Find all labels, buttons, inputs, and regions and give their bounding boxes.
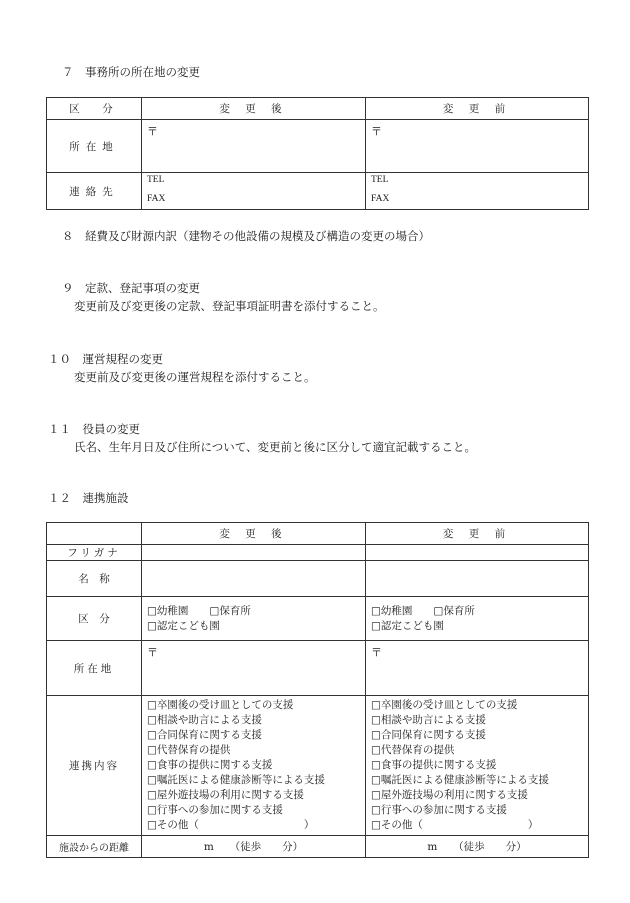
postal-mark: 〒 [371,646,382,659]
contact-after-cell[interactable] [142,173,366,210]
section-12-heading: １２ 連携施設 [48,491,129,505]
cooperation-item[interactable]: □卒園後の受け皿としての支援 [147,699,294,711]
location-label: 所在地 [47,120,142,173]
section-10-heading: １０ 運営規程の変更 [48,352,163,366]
cooperation-label: 連携内容 [47,696,142,836]
cooperation-item[interactable]: □行事への参加に関する支援 [371,804,507,816]
distance-label: 施設からの距離 [47,836,142,858]
name-after-cell[interactable] [142,561,366,597]
office-location-table [46,97,589,210]
contact-before-cell[interactable] [366,173,589,210]
category-after-cell[interactable] [142,597,366,641]
category-option-line-1[interactable]: □幼稚園 □保育所 [371,604,475,617]
cooperation-item[interactable]: □屋外遊技場の利用に関する支援 [147,789,304,801]
section-8-heading: ８ 経費及び財源内訳（建物その他設備の規模及び構造の変更の場合） [62,229,430,243]
cooperation-before-cell[interactable] [366,696,589,836]
section-7-heading: ７ 事務所の所在地の変更 [62,65,200,79]
furigana-label: フリガナ [47,545,142,561]
tel-label: TEL [147,175,165,185]
header-before: 変 更 前 [366,523,589,545]
header-before: 変 更 前 [366,98,589,120]
furigana-after-cell[interactable] [142,545,366,561]
cooperation-item[interactable]: □合同保育に関する支援 [147,729,262,741]
distance-before-cell[interactable]: m （徒歩 分） [366,836,589,858]
header-after: 変 更 後 [142,98,366,120]
category-label: 区 分 [47,597,142,641]
cooperation-item[interactable]: □嘱託医による健康診断等による支援 [371,774,549,786]
category-before-cell[interactable] [366,597,589,641]
location-before-cell[interactable] [366,641,589,696]
header-blank [47,523,142,545]
contact-label: 連絡先 [47,173,142,210]
cooperation-item[interactable]: □食事の提供に関する支援 [371,759,497,771]
furigana-before-cell[interactable] [366,545,589,561]
section-11-body: 氏名、生年月日及び住所について、変更前と後に区分して適宜記載すること。 [74,440,477,454]
postal-mark: 〒 [147,125,158,138]
fax-label: FAX [147,194,166,204]
cooperation-item[interactable]: □嘱託医による健康診断等による支援 [147,774,325,786]
cooperation-item[interactable]: □行事への参加に関する支援 [147,804,283,816]
section-9-body: 変更前及び変更後の定款、登記事項証明書を添付すること。 [74,299,385,313]
fax-label: FAX [371,194,390,204]
location-after-cell[interactable] [142,641,366,696]
section-10-body: 変更前及び変更後の運営規程を添付すること。 [74,370,316,384]
postal-mark: 〒 [371,125,382,138]
tel-label: TEL [371,175,389,185]
location-label: 所在地 [47,641,142,696]
partner-facility-table [46,522,589,858]
location-before-cell[interactable] [366,120,589,173]
cooperation-item[interactable]: □卒園後の受け皿としての支援 [371,699,518,711]
name-label: 名 称 [47,561,142,597]
section-9-heading: ９ 定款、登記事項の変更 [62,281,200,295]
postal-mark: 〒 [147,646,158,659]
category-option-line-1[interactable]: □幼稚園 □保育所 [147,604,251,617]
cooperation-item[interactable]: □相談や助言による支援 [147,714,262,726]
cooperation-item[interactable]: □代替保育の提供 [371,744,455,756]
cooperation-item[interactable]: □相談や助言による支援 [371,714,486,726]
cooperation-item[interactable]: □合同保育に関する支援 [371,729,486,741]
cooperation-item-other[interactable]: □その他（ ） [147,819,315,831]
distance-after-cell[interactable]: m （徒歩 分） [142,836,366,858]
cooperation-item[interactable]: □代替保育の提供 [147,744,231,756]
header-category: 区 分 [47,98,142,120]
section-11-heading: １１ 役員の変更 [48,422,140,436]
cooperation-item[interactable]: □食事の提供に関する支援 [147,759,273,771]
location-after-cell[interactable] [142,120,366,173]
cooperation-after-cell[interactable] [142,696,366,836]
cooperation-item[interactable]: □屋外遊技場の利用に関する支援 [371,789,528,801]
cooperation-item-other[interactable]: □その他（ ） [371,819,539,831]
header-after: 変 更 後 [142,523,366,545]
category-option-line-2[interactable]: □認定こども園 [147,619,220,632]
category-option-line-2[interactable]: □認定こども園 [371,619,444,632]
name-before-cell[interactable] [366,561,589,597]
